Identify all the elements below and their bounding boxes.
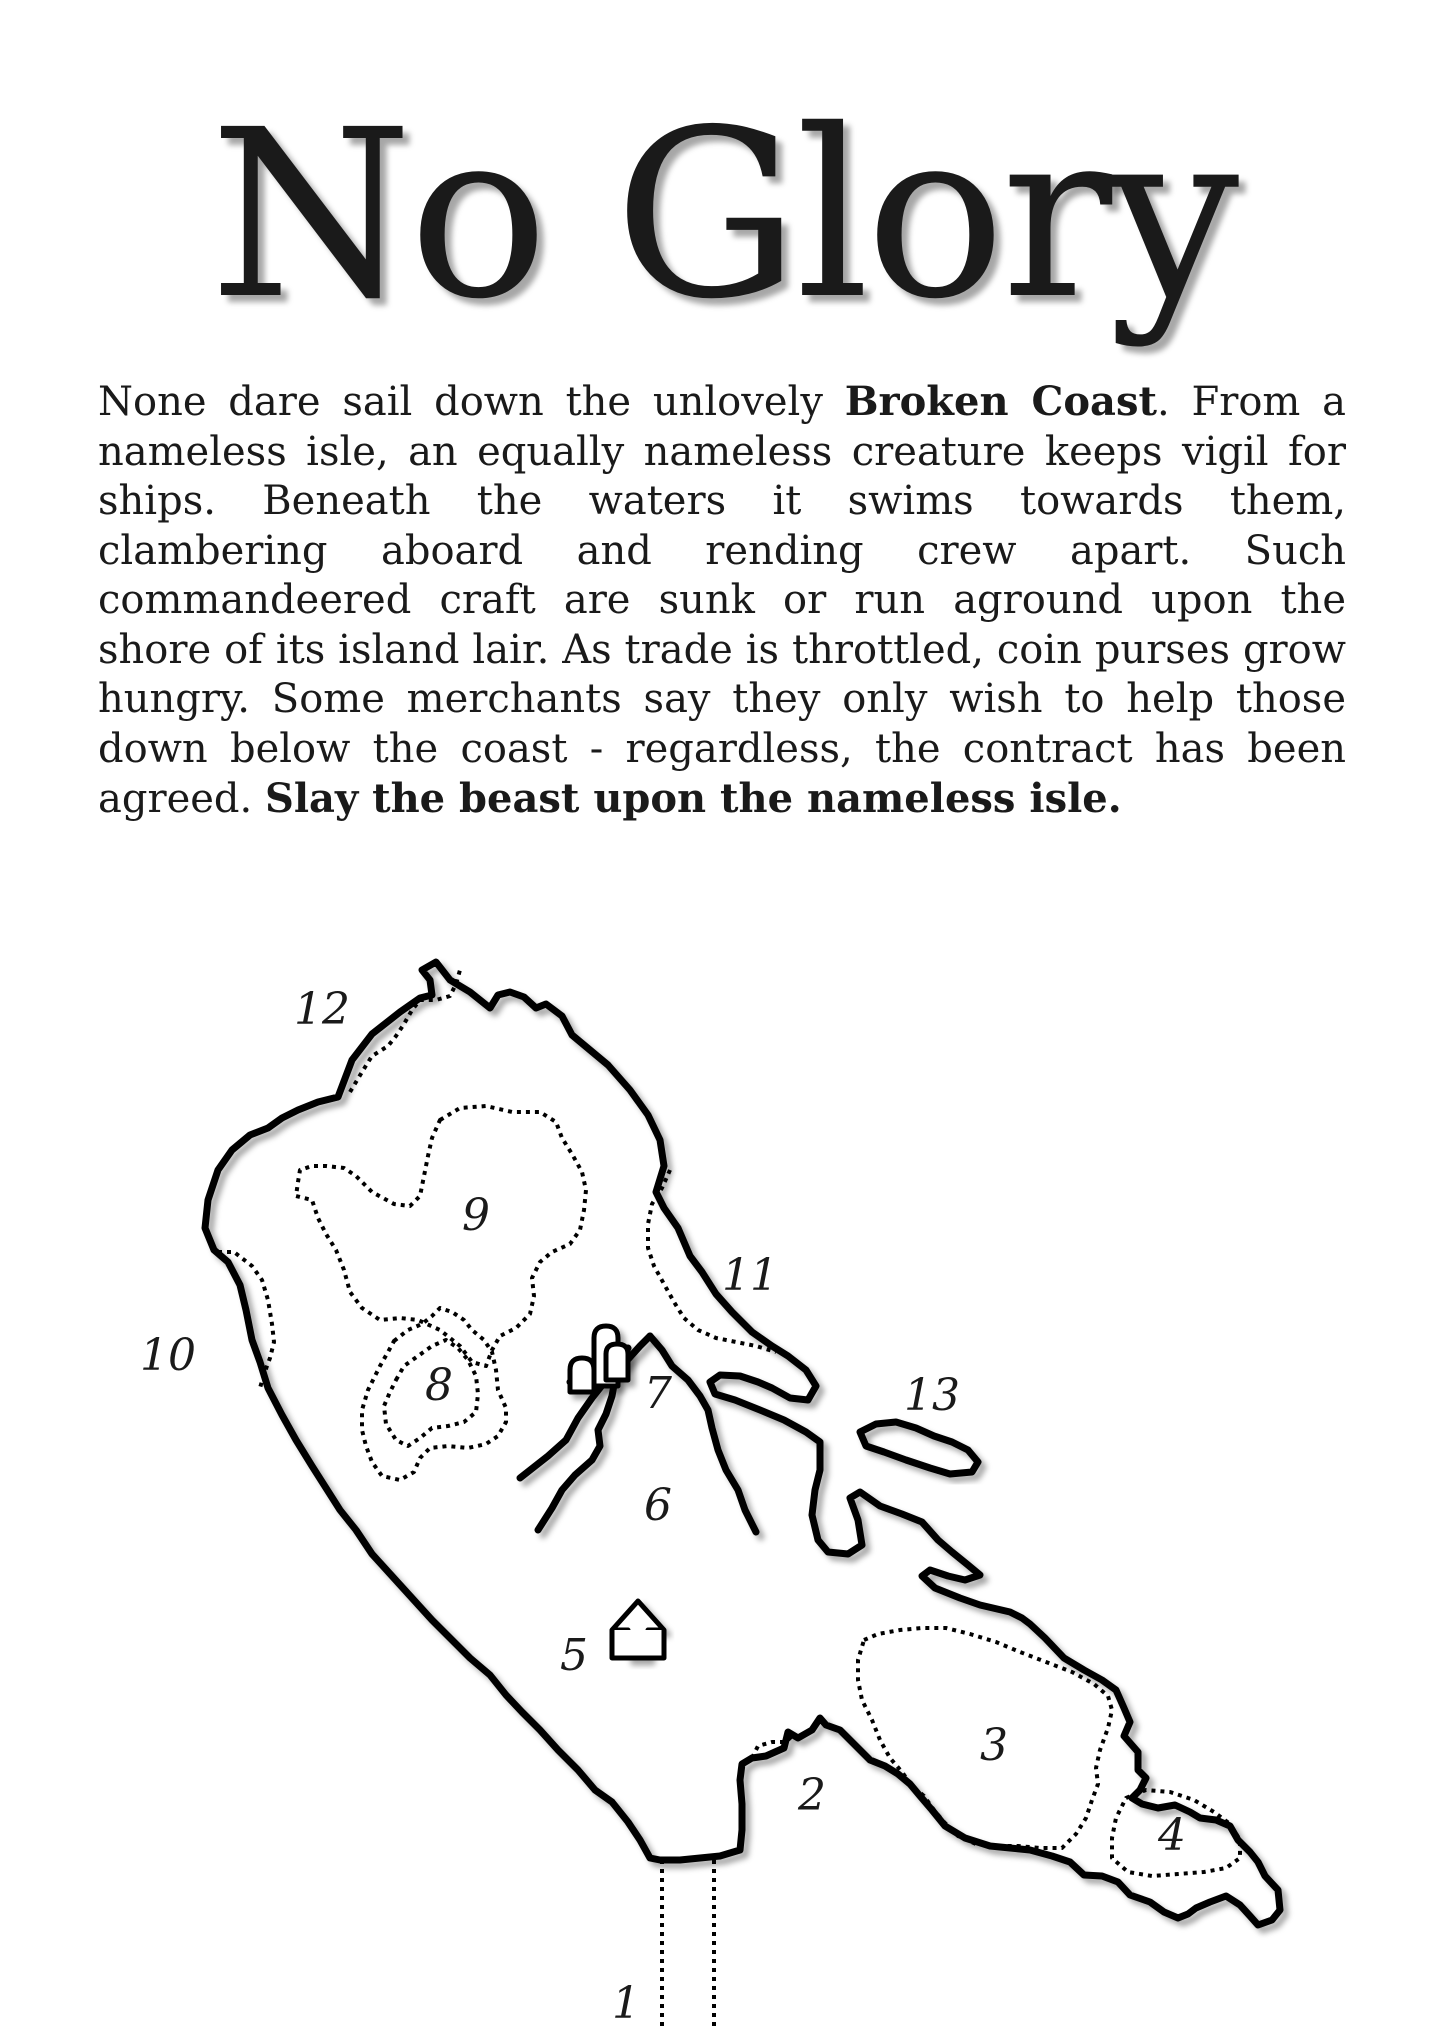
intro-bold-location: Broken Coast: [844, 378, 1157, 425]
intro-text-2: . From a nameless isle, an equally nameless creature keeps vigil for ships. Beneath the waters it swims towards them, clambering aboard and rending crew apart. Such commandeered craft are sunk or run aground upon the shore of its island lair. As trade is throttled, coin purses grow hungry. Some merchants say they only wish to help those down below the coast - regardless, the contract has been agreed.: [98, 379, 1346, 822]
zone-9-outline: [296, 1106, 586, 1366]
map-label-10: 10: [140, 1330, 196, 1381]
intro-text-1: None dare sail down the unlovely: [98, 379, 845, 425]
zone-12-outline: [350, 970, 460, 1092]
map-label-4: 4: [1158, 1810, 1186, 1861]
map-label-2: 2: [798, 1770, 826, 1821]
intro-paragraph: [98, 377, 1346, 825]
map-label-12: 12: [294, 984, 350, 1035]
page-title: No Glory: [209, 80, 1236, 350]
map-label-9: 9: [462, 1190, 490, 1241]
map-label-3: 3: [980, 1720, 1008, 1771]
standing-stones-icon: [570, 1326, 628, 1392]
map-label-6: 6: [644, 1480, 672, 1531]
islet-13: [860, 1422, 978, 1474]
map-label-5: 5: [560, 1630, 588, 1681]
intro-bold-objective: Slay the beast upon the nameless isle.: [264, 775, 1122, 822]
map-label-8: 8: [425, 1360, 453, 1411]
map-label-1: 1: [612, 1978, 640, 2029]
map-label-11: 11: [722, 1250, 778, 1301]
map-label-7: 7: [644, 1368, 672, 1419]
island-map: [0, 900, 1445, 2035]
map-label-13: 13: [904, 1370, 960, 1421]
